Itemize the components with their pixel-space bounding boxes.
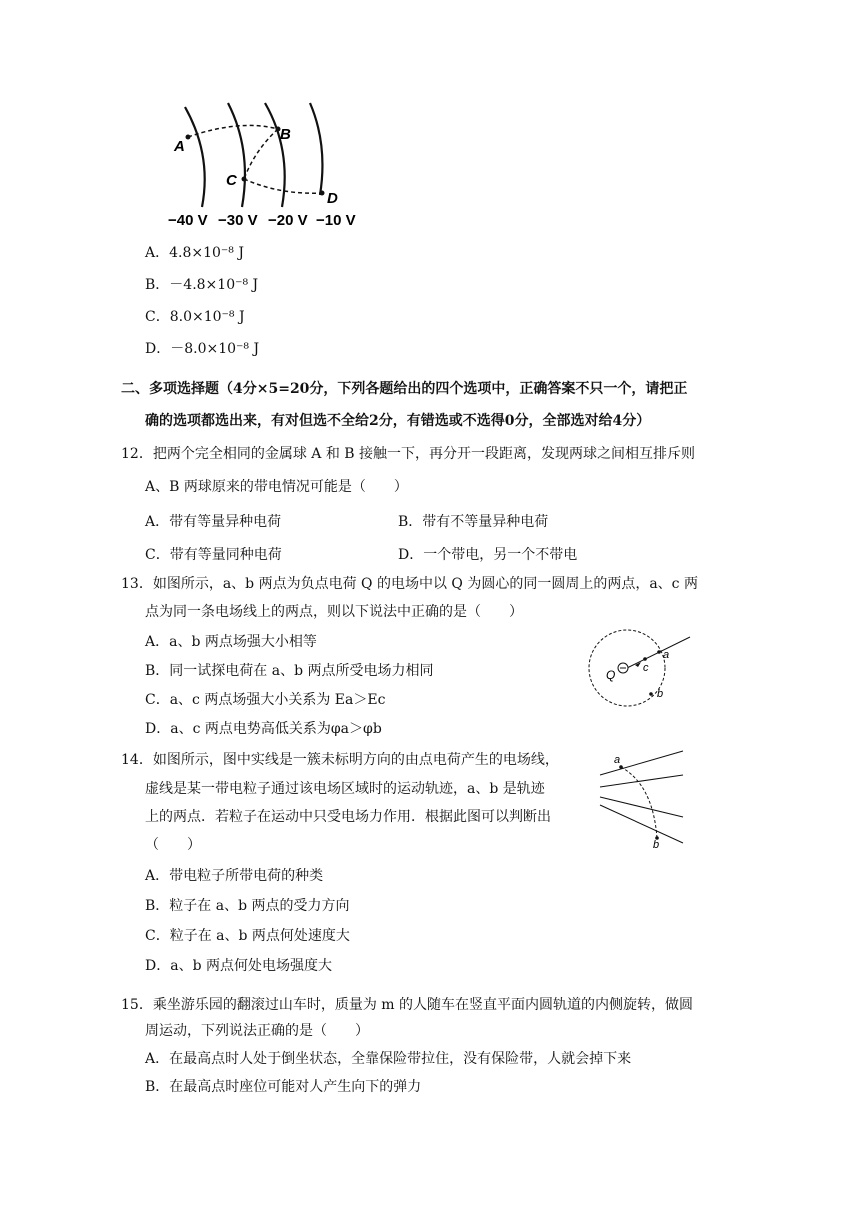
q12-stem-line2: A、B 两球原来的带电情况可能是（ ） [145, 479, 408, 495]
q11-option-c: C．8.0×10⁻⁸ J [145, 309, 245, 325]
q15-stem-line2: 周运动，下列说法正确的是（ ） [145, 1023, 369, 1039]
point-label-d: D [327, 190, 338, 207]
q14-option-c: C．粒子在 a、b 两点何处速度大 [145, 928, 350, 944]
q15-stem-line1: 15．乘坐游乐园的翻滚过山车时，质量为 m 的人随车在竖直平面内圆轨道的内侧旋转，做圆 [121, 997, 693, 1013]
point-label-b: b [653, 839, 660, 850]
point-label-a: a [663, 649, 670, 661]
q14-option-d: D．a、b 两点何处电场强度大 [145, 958, 332, 974]
q13-stem-line2: 点为同一条电场线上的两点，则以下说法中正确的是（ ） [145, 604, 523, 620]
q14-option-b: B．粒子在 a、b 两点的受力方向 [145, 898, 350, 914]
q12-option-c: C．带有等量同种电荷 [145, 547, 282, 563]
section-heading-line1: 二、多项选择题（4分×5=20分，下列各题给出的四个选项中，正确答案不只一个，请把正 [121, 381, 688, 397]
voltage-label-2: −30 V [218, 212, 258, 229]
point-label-a: A [174, 138, 185, 155]
charge-label-q: Q [606, 668, 616, 682]
q14-option-a: A．带电粒子所带电荷的种类 [145, 868, 324, 884]
voltage-label-4: −10 V [316, 212, 356, 229]
q12-option-a: A．带有等量异种电荷 [145, 514, 282, 530]
q15-option-b: B．在最高点时座位可能对人产生向下的弹力 [145, 1079, 422, 1095]
q12-stem-line1: 12．把两个完全相同的金属球 A 和 B 接触一下，再分开一段距离，发现两球之间相互排斥则 [121, 446, 696, 462]
point-label-a: a [614, 754, 621, 766]
q11-option-a: A．4.8×10⁻⁸ J [145, 245, 244, 261]
q13-option-a: A．a、b 两点场强大小相等 [145, 634, 317, 650]
point-label-b: B [280, 126, 291, 143]
q11-option-b: B．－4.8×10⁻⁸ J [145, 277, 259, 293]
q12-option-d: D．一个带电，另一个不带电 [398, 547, 578, 563]
point-label-c: C [226, 172, 237, 189]
point-label-b: b [657, 688, 664, 700]
field-lines-figure [595, 745, 690, 850]
point-label-c: c [643, 662, 649, 674]
section-heading-line2: 确的选项都选出来，有对但选不全给2分，有错选或不选得0分，全部选对给4分） [145, 413, 651, 429]
equipotential-figure [160, 95, 370, 230]
voltage-label-3: −20 V [268, 212, 308, 229]
q14-stem-line4: （ ） [145, 837, 201, 853]
q14-stem-line1: 14．如图所示，图中实线是一簇未标明方向的由点电荷产生的电场线， [121, 752, 559, 768]
q13-option-d: D．a、c 两点电势高低关系为φa＞φb [145, 721, 382, 737]
q13-stem-line1: 13．如图所示，a、b 两点为负点电荷 Q 的电场中以 Q 为圆心的同一圆周上的两点，a、c 两 [121, 576, 698, 592]
q14-stem-line2: 虚线是某一带电粒子通过该电场区域时的运动轨迹，a、b 是轨迹 [145, 781, 545, 797]
q13-option-b: B．同一试探电荷在 a、b 两点所受电场力相同 [145, 663, 434, 679]
voltage-label-1: −40 V [168, 212, 208, 229]
q12-option-b: B．带有不等量异种电荷 [398, 514, 549, 530]
q11-option-d: D．－8.0×10⁻⁸ J [145, 341, 260, 357]
point-charge-figure [585, 625, 700, 715]
q15-option-a: A．在最高点时人处于倒坐状态，全靠保险带拉住，没有保险带，人就会掉下来 [145, 1051, 632, 1067]
q14-stem-line3: 上的两点．若粒子在运动中只受电场力作用．根据此图可以判断出 [145, 809, 551, 825]
q13-option-c: C．a、c 两点场强大小关系为 Ea＞Ec [145, 692, 386, 708]
